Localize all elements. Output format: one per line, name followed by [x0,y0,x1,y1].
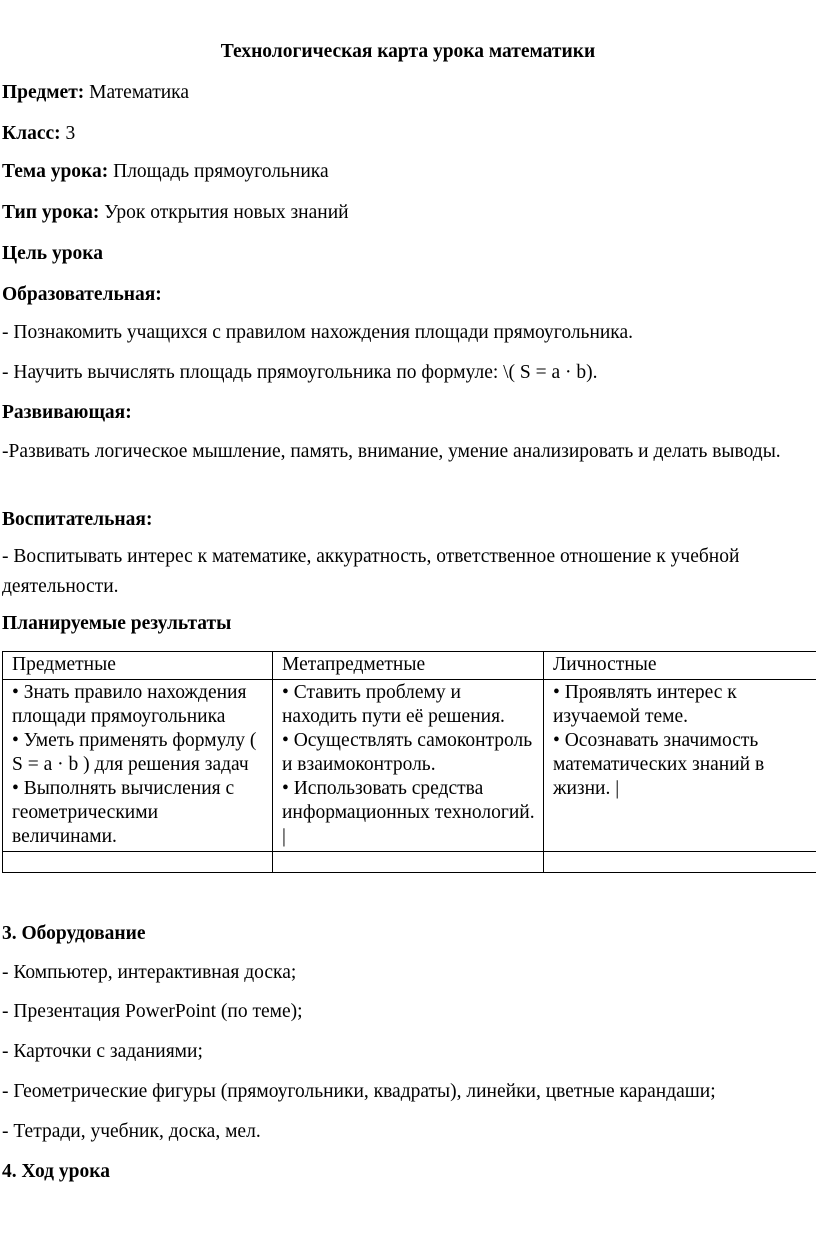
equipment-heading: 3. Оборудование [2,923,146,944]
table-row [3,680,816,852]
table-header-row [3,652,816,680]
table-cell-subject-results: • Знать правило нахождения площади прямоугольника • Уметь применять формулу ( S = a · b ) для решения задач • Выполнять вычисления с геометрическими величинами. [3,680,273,852]
page-title: Технологическая карта урока математики [220,41,596,62]
table-header-cell: Метапредметные [273,652,544,680]
meta-subject [2,81,189,105]
educational-item: - Научить вычислять площадь прямоугольника по формуле: \( S = a · b). [2,362,598,383]
equipment-item: - Презентация PowerPoint (по теме); [2,1001,303,1022]
meta-subject-value: Математика [84,82,189,103]
table-cell-empty [544,852,816,873]
upbringing-heading: Воспитательная: [2,509,153,530]
table-header-cell: Предметные [3,652,273,680]
table-row-empty [3,852,816,873]
upbringing-text: - Воспитывать интерес к математике, аккуратность, ответственное отношение к учебной деятельности. [2,546,740,597]
meta-topic [2,160,329,184]
goal-heading: Цель урока [2,243,103,264]
lesson-flow-heading: 4. Ход урока [2,1161,110,1182]
equipment-item: - Тетради, учебник, доска, мел. [2,1121,261,1142]
meta-topic-value: Площадь прямоугольника [108,161,329,182]
table-cell-meta-results: • Ставить проблему и находить пути её решения. • Осуществлять самоконтроль и взаимоконтроль. • Использовать средства информационных технологий. | [273,680,544,852]
equipment-item: - Компьютер, интерактивная доска; [2,962,297,983]
developing-heading: Развивающая: [2,402,132,423]
table-cell-empty [3,852,273,873]
results-table [2,651,816,873]
meta-lesson-type [2,201,349,225]
developing-text: -Развивать логическое мышление, память, внимание, умение анализировать и делать выводы. [2,441,781,462]
table-cell-personal-results: • Проявлять интерес к изучаемой теме. • Осознавать значимость математических знаний в жизни. | [544,680,816,852]
educational-item: - Познакомить учащихся с правилом нахождения площади прямоугольника. [2,322,634,343]
meta-class-value: 3 [60,123,76,144]
educational-heading: Образовательная: [2,284,162,305]
equipment-item: - Геометрические фигуры (прямоугольники, квадраты), линейки, цветные карандаши; [2,1081,716,1102]
table-header-cell: Личностные [544,652,816,680]
meta-lesson-type-label: Тип урока: [2,202,100,223]
equipment-item: - Карточки с заданиями; [2,1041,203,1062]
meta-lesson-type-value: Урок открытия новых знаний [99,202,349,223]
results-heading: Планируемые результаты [2,613,232,634]
table-cell-empty [273,852,544,873]
meta-class [2,122,75,146]
meta-class-label: Класс: [2,123,61,144]
meta-subject-label: Предмет: [2,82,85,103]
meta-topic-label: Тема урока: [2,161,109,182]
